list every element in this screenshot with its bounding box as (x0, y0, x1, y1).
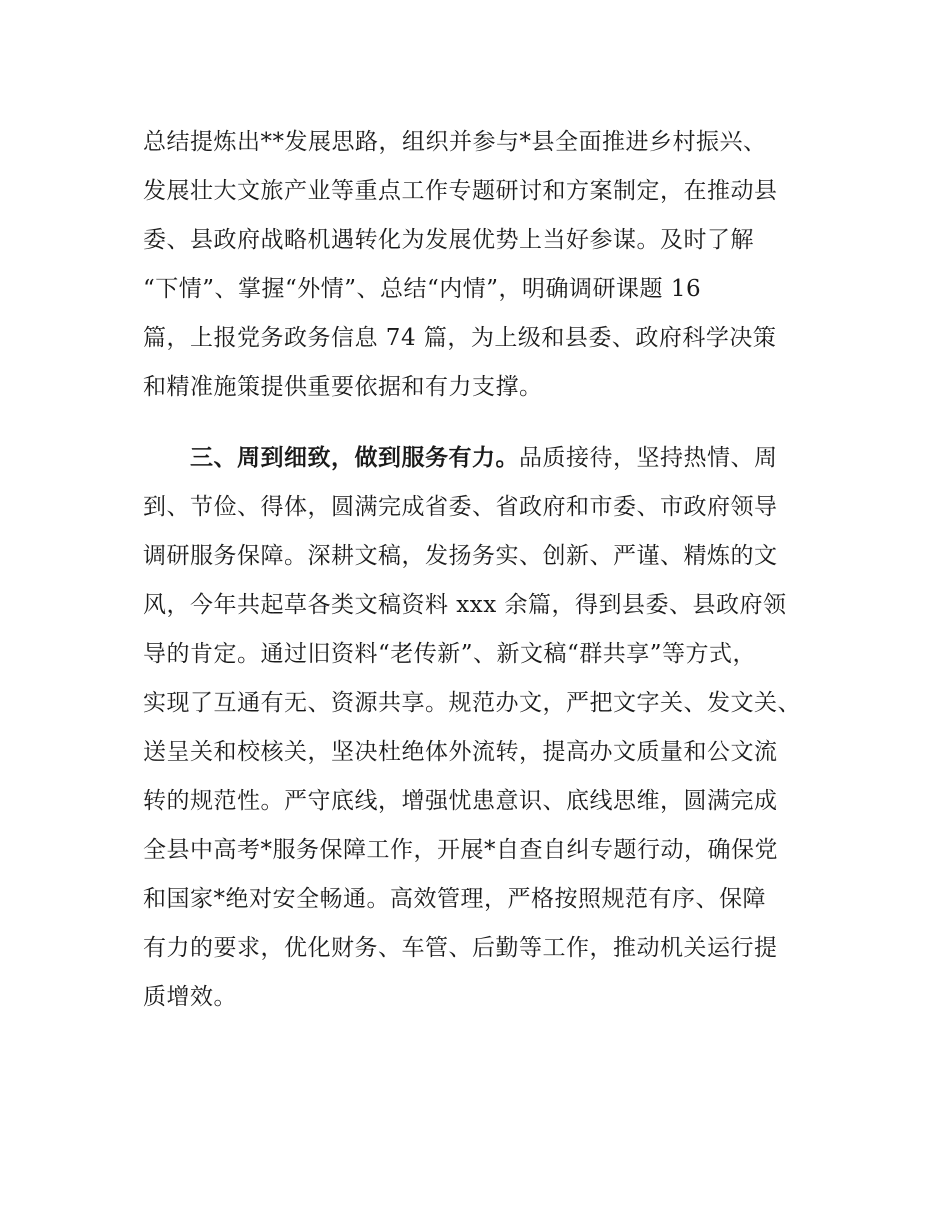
paragraph-line: 风，今年共起草各类文稿资料 xxx 余篇，得到县委、县政府领 (143, 592, 787, 618)
paragraph-line: 质增效。 (143, 984, 237, 1010)
paragraph-line: 篇，上报党务政务信息 74 篇，为上级和县委、政府科学决策 (143, 325, 777, 351)
paragraph-line: 和精准施策提供重要依据和有力支撑。 (143, 374, 543, 400)
section-heading: 三、周到细致，做到服务有力。 (190, 445, 519, 471)
paragraph-line: 到、节俭、得体，圆满完成省委、省政府和市委、市政府领导 (143, 494, 778, 520)
paragraph-line: 送呈关和校核关，坚决杜绝体外流转，提高办文质量和公文流 (143, 739, 778, 765)
paragraph-line: 导的肯定。通过旧资料“老传新”、新文稿“群共享”等方式， (143, 641, 757, 667)
section-heading-line (190, 443, 778, 473)
paragraph-line: “下情”、掌握“外情”、总结“内情”，明确调研课题 16 (143, 276, 702, 302)
paragraph-line: 有力的要求，优化财务、车管、后勤等工作，推动机关运行提 (143, 935, 778, 961)
paragraph-line: 转的规范性。严守底线，增强忧患意识、底线思维，圆满完成 (143, 788, 778, 814)
paragraph-line: 和国家*绝对安全畅通。高效管理，严格按照规范有序、保障 (143, 886, 766, 912)
paragraph-line: 总结提炼出**发展思路，组织并参与*县全面推进乡村振兴、 (143, 129, 767, 155)
paragraph-line: 实现了互通有无、资源共享。规范办文，严把文字关、发文关、 (143, 690, 801, 716)
paragraph-line: 委、县政府战略机遇转化为发展优势上当好参谋。及时了解 (143, 227, 754, 253)
paragraph-line: 全县中高考*服务保障工作，开展*自查自纠专题行动，确保党 (143, 837, 778, 863)
paragraph-line: 发展壮大文旅产业等重点工作专题研讨和方案制定，在推动县 (143, 178, 778, 204)
section-heading-rest: 品质接待，坚持热情、周 (519, 445, 778, 471)
paragraph-line: 调研服务保障。深耕文稿，发扬务实、创新、严谨、精炼的文 (143, 543, 778, 569)
